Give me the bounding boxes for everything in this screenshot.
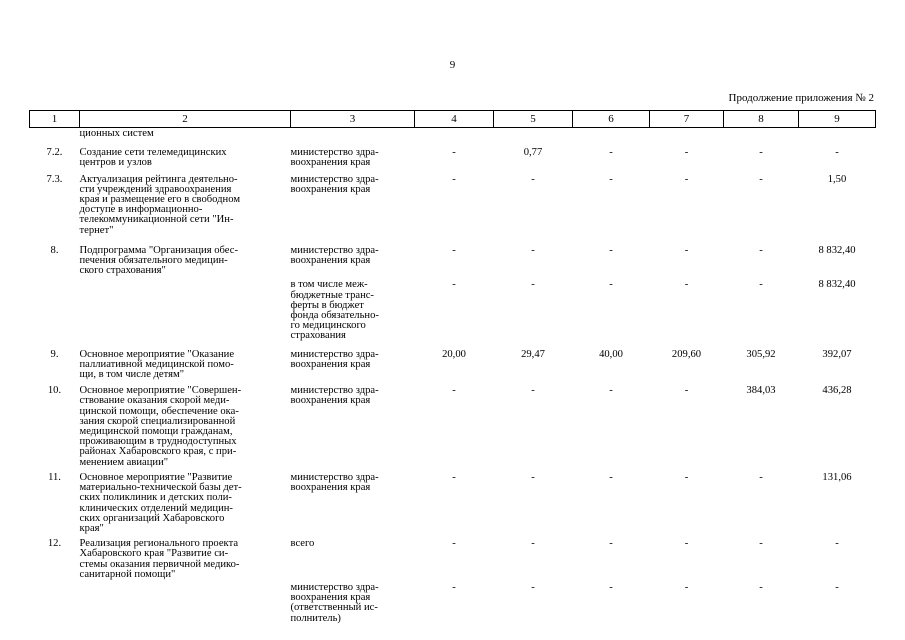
row-value-8: -: [759, 471, 763, 483]
page-number: 9: [449, 59, 456, 71]
row-value-9: 436,28: [822, 385, 852, 397]
row-value-6: -: [609, 173, 613, 185]
row-value-9: [799, 128, 876, 140]
row-name: Основное мероприятие "Развитие материально-технической базы дет- ских поликлиник и детских поли- клинических отделений медицин- ских организаций Хабаровского края": [79, 471, 242, 534]
row-name: Реализация регионального проекта Хабаровского края "Развитие си- стемы оказания первичной медико- санитарной помощи": [79, 538, 240, 580]
row-value-5: -: [531, 173, 535, 185]
header-col-2: 2: [80, 111, 291, 128]
row-name: Основное мероприятие "Оказание паллиативной медицинской помо- щи, в том числе детям": [79, 348, 235, 381]
row-number: 12.: [47, 538, 62, 550]
row-number: 9.: [50, 348, 59, 360]
header-col-9: 9: [799, 111, 876, 128]
row-name: Основное мероприятие "Совершен- ствование оказания скорой меди- цинской помощи, обеспечение ока- зания скорой специализированной медицинской помощи гражданам, проживающим в труднодоступных районах Хабаровского края, с при- менением авиации": [79, 385, 242, 468]
row-executor: министерство здра- воохранения края (ответственный ис- полнитель): [290, 581, 379, 624]
row-value-6: [573, 128, 650, 140]
row-value-6: -: [609, 538, 613, 550]
row-value-6: 40,00: [599, 348, 623, 360]
row-number: [30, 276, 80, 341]
row-value-9: -: [835, 538, 839, 550]
row-value-7: -: [684, 581, 689, 593]
table-header-row: [30, 111, 876, 128]
row-value-9: -: [835, 147, 839, 159]
row-value-4: -: [452, 147, 456, 159]
header-col-1: 1: [30, 111, 80, 128]
row-number: [30, 128, 80, 140]
header-col-8: 8: [724, 111, 799, 128]
header-col-6: 6: [573, 111, 650, 128]
row-value-9: -: [835, 581, 839, 593]
row-value-7: -: [684, 244, 689, 256]
table-body: [30, 128, 876, 624]
table-row: [30, 380, 876, 468]
row-value-5: -: [531, 279, 535, 291]
row-value-7: 209,60: [671, 348, 702, 360]
row-number: 8.: [50, 244, 59, 256]
row-number: 10.: [47, 385, 62, 397]
row-value-5: 0,77: [523, 147, 543, 159]
row-value-4: 20,00: [442, 348, 466, 360]
table-row: [30, 236, 876, 277]
row-value-8: -: [759, 173, 763, 185]
row-value-8: -: [759, 244, 763, 256]
row-value-5: -: [531, 581, 535, 593]
row-value-6: -: [609, 279, 613, 291]
row-value-5: -: [531, 471, 535, 483]
row-value-5: 29,47: [521, 348, 545, 360]
budget-table: [29, 110, 876, 624]
table-row: [30, 128, 876, 140]
row-executor: всего: [290, 538, 315, 550]
row-value-7: -: [684, 173, 689, 185]
row-value-4: -: [452, 244, 456, 256]
row-value-7: -: [684, 147, 689, 159]
row-executor: министерство здра- воохранения края: [290, 244, 379, 267]
row-value-4: -: [452, 173, 456, 185]
row-name: Подпрограмма "Организация обес- печения обязательного медицин- ского страхования": [79, 244, 238, 277]
row-value-9: 1,50: [827, 173, 847, 185]
row-value-4: -: [452, 581, 456, 593]
row-number: 7.3.: [46, 173, 63, 185]
row-number: 7.2.: [46, 147, 63, 159]
header-col-5: 5: [494, 111, 573, 128]
row-executor: в том числе меж- бюджетные транс- ферты в бюджет фонда обязательно- го медицинского страхования: [290, 279, 379, 342]
row-value-4: -: [452, 471, 456, 483]
row-value-4: -: [452, 279, 456, 291]
row-value-7: -: [684, 279, 689, 291]
row-value-7: -: [684, 471, 689, 483]
row-value-8: -: [759, 147, 763, 159]
row-value-8: 305,92: [746, 348, 776, 360]
header-col-3: 3: [291, 111, 415, 128]
header-col-7: 7: [650, 111, 724, 128]
table-row: [30, 139, 876, 168]
table-row: [30, 276, 876, 341]
row-value-9: 8 832,40: [818, 279, 856, 291]
row-name: [80, 276, 291, 341]
row-name: Актуализация рейтинга деятельно- сти учреждений здравоохранения края и размещение его в свободном доступе в информационно- телекоммуникационной сети "Ин- тернет": [79, 173, 241, 236]
row-executor: министерство здра- воохранения края: [290, 348, 379, 370]
row-value-8: -: [759, 279, 763, 291]
row-value-5: -: [531, 244, 535, 256]
row-value-5: -: [531, 538, 535, 550]
row-executor: министерство здра- воохранения края: [290, 173, 379, 195]
row-value-6: -: [609, 147, 613, 159]
row-value-7: -: [684, 538, 689, 550]
row-value-7: -: [684, 385, 689, 397]
row-value-9: 392,07: [822, 348, 852, 360]
table-row: [30, 580, 876, 624]
row-executor: министерство здра- воохранения края: [290, 385, 379, 407]
row-value-6: -: [609, 581, 613, 593]
row-executor: министерство здра- воохранения края: [290, 471, 379, 494]
row-value-4: -: [452, 385, 456, 397]
row-value-5: -: [531, 385, 535, 397]
row-value-9: 8 832,40: [818, 244, 856, 256]
row-value-6: -: [609, 471, 613, 483]
table-row: [30, 169, 876, 236]
row-value-8: -: [759, 581, 763, 593]
row-value-8: -: [759, 538, 763, 550]
row-name: [80, 580, 291, 624]
row-executor: [291, 128, 415, 140]
table-row: [30, 534, 876, 580]
row-executor: министерство здра- воохранения края: [290, 147, 379, 169]
row-number: [30, 580, 80, 624]
row-value-4: -: [452, 538, 456, 550]
table-row: [30, 468, 876, 534]
row-value-7: [650, 128, 724, 140]
row-value-8: 384,03: [746, 385, 776, 397]
header-col-4: 4: [415, 111, 494, 128]
row-value-4: [415, 128, 494, 140]
continuation-note: Продолжение приложения № 2: [728, 92, 874, 104]
row-name: ционных систем: [79, 128, 154, 139]
row-value-5: [494, 128, 573, 140]
row-value-6: -: [609, 385, 613, 397]
table-row: [30, 342, 876, 381]
row-value-6: -: [609, 244, 613, 256]
row-value-8: [724, 128, 799, 140]
row-name: Создание сети телемедицинских центров и узлов: [79, 147, 227, 169]
row-value-9: 131,06: [822, 471, 852, 483]
row-number: 11.: [48, 471, 61, 483]
